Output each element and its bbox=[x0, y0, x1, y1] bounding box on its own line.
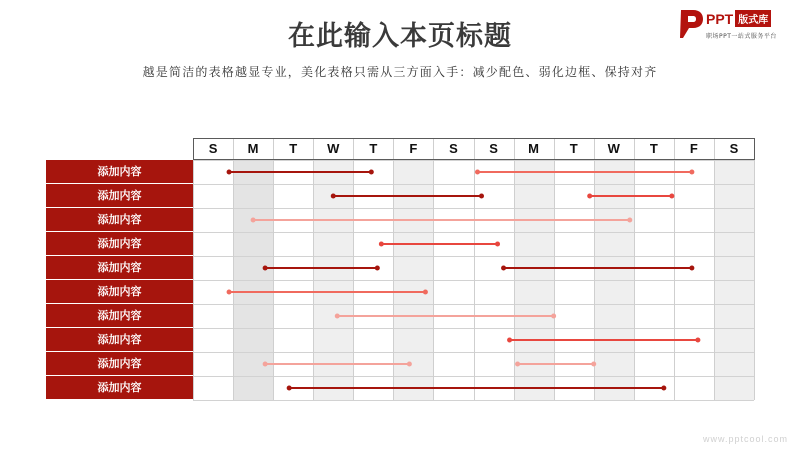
day-header-w: W bbox=[607, 141, 620, 156]
day-header-w: W bbox=[327, 141, 340, 156]
watermark: www.pptcool.com bbox=[702, 434, 788, 444]
day-header-t: T bbox=[369, 141, 378, 156]
logo-tagline: 职场PPT一站式服务平台 bbox=[706, 33, 777, 40]
logo-badge: 版式库 bbox=[735, 10, 771, 27]
day-header-s: S bbox=[729, 141, 739, 156]
column-divider bbox=[514, 138, 515, 400]
row-label: 添加内容 bbox=[46, 160, 193, 184]
row-label: 添加内容 bbox=[46, 256, 193, 280]
column-divider bbox=[193, 138, 194, 400]
row-label: 添加内容 bbox=[46, 280, 193, 304]
row-label: 添加内容 bbox=[46, 208, 193, 232]
logo-main-text: PPT bbox=[706, 11, 734, 27]
day-header-f: F bbox=[689, 141, 698, 156]
column-divider bbox=[393, 138, 394, 400]
column-divider bbox=[714, 138, 715, 400]
day-header-m: M bbox=[528, 141, 540, 156]
column-divider bbox=[554, 138, 555, 400]
row-label: 添加内容 bbox=[46, 232, 193, 256]
row-label: 添加内容 bbox=[46, 184, 193, 208]
column-divider bbox=[594, 138, 595, 400]
column-divider bbox=[353, 138, 354, 400]
column-divider bbox=[674, 138, 675, 400]
column-divider bbox=[474, 138, 475, 400]
page-title: 在此输入本页标题 bbox=[288, 21, 512, 52]
row-label: 添加内容 bbox=[46, 328, 193, 352]
row-divider bbox=[193, 400, 754, 401]
column-divider bbox=[233, 138, 234, 400]
column-divider bbox=[313, 138, 314, 400]
day-header-m: M bbox=[247, 141, 259, 156]
day-header-f: F bbox=[409, 141, 418, 156]
day-header-s: S bbox=[489, 141, 498, 156]
day-header-s: S bbox=[208, 141, 218, 156]
column-divider bbox=[433, 138, 434, 400]
row-label: 添加内容 bbox=[46, 352, 193, 376]
column-divider bbox=[754, 138, 755, 400]
day-header-t: T bbox=[289, 141, 298, 156]
day-header-t: T bbox=[569, 141, 578, 156]
page-subtitle: 越是简洁的表格越显专业，美化表格只需从三方面入手：减少配色、弱化边框、保持对齐 bbox=[142, 65, 658, 79]
row-label: 添加内容 bbox=[46, 304, 193, 328]
day-header-t: T bbox=[649, 141, 658, 156]
column-divider bbox=[634, 138, 635, 400]
row-label: 添加内容 bbox=[46, 376, 193, 400]
day-header-s: S bbox=[449, 141, 458, 156]
column-divider bbox=[273, 138, 274, 400]
